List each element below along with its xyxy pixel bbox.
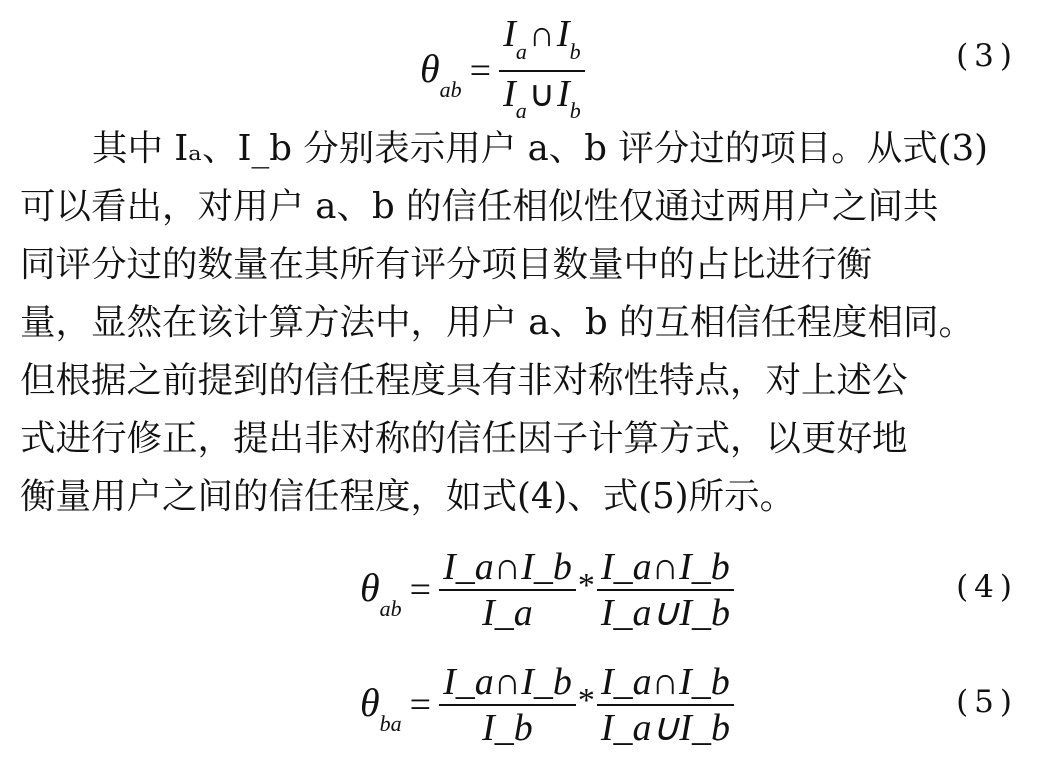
body-paragraph [20,120,1020,526]
equation-4 [0,545,1044,637]
equation-3-number: (3) [956,38,1018,74]
eq3-numerator: $I_a\cap I_b$ [503,13,581,64]
eq3-denominator: $I_a\cup I_b$ [503,72,581,124]
eq4-lhs: $\theta_{ab}$ [360,565,402,621]
paragraph-line-5: 但根据之前提到的信任程度具有非对称性特点，对上述公 [20,360,908,401]
eq5-multiply: * [577,682,595,719]
paragraph-line-6: 式进行修正，提出非对称的信任因子计算方式，以更好地 [20,418,908,459]
paragraph-line-1: 其中 Iₐ、I_b 分别表示用户 a、b 评分过的项目。从式(3) [92,128,989,169]
equation-5 [0,660,1044,752]
eq3-fraction [499,12,585,129]
eq3-lhs: $\theta_{ab}$ [420,45,462,102]
equation-4-math [360,545,734,635]
eq4-fraction-2 [597,545,734,635]
eq4-fraction-1-denominator: I_a [482,592,533,634]
eq5-fraction-1-denominator: I_b [482,707,533,749]
eq5-equals: = [409,684,432,726]
eq5-lhs: $\theta_{ba}$ [360,680,402,736]
equation-3 [0,8,1044,124]
equation-5-number: (5) [956,684,1018,720]
eq4-multiply: * [577,567,595,604]
equation-4-number: (4) [956,569,1018,605]
paragraph-line-3: 同评分过的数量在其所有评分项目数量中的占比进行衡 [20,244,873,285]
eq5-fraction-2-numerator: I_a∩I_b [601,661,730,703]
equation-3-math [420,12,585,129]
paragraph-line-2: 可以看出，对用户 a、b 的信任相似性仅通过两用户之间共 [20,186,939,227]
paragraph-line-4: 量，显然在该计算方法中，用户 a、b 的互相信任程度相同。 [20,302,974,343]
paragraph-line-7: 衡量用户之间的信任程度，如式(4)、式(5)所示。 [20,476,796,517]
eq5-fraction-1-numerator: I_a∩I_b [443,661,572,703]
eq5-fraction-1 [439,660,576,750]
eq4-fraction-1 [439,545,576,635]
eq4-fraction-2-denominator: I_a∪I_b [600,592,730,634]
eq4-equals: = [409,569,432,611]
eq4-fraction-1-numerator: I_a∩I_b [443,546,572,588]
eq5-fraction-2 [597,660,734,750]
eq3-equals: = [469,49,492,92]
equation-5-math [360,660,734,750]
eq5-fraction-2-denominator: I_a∪I_b [600,707,730,749]
eq4-fraction-2-numerator: I_a∩I_b [601,546,730,588]
